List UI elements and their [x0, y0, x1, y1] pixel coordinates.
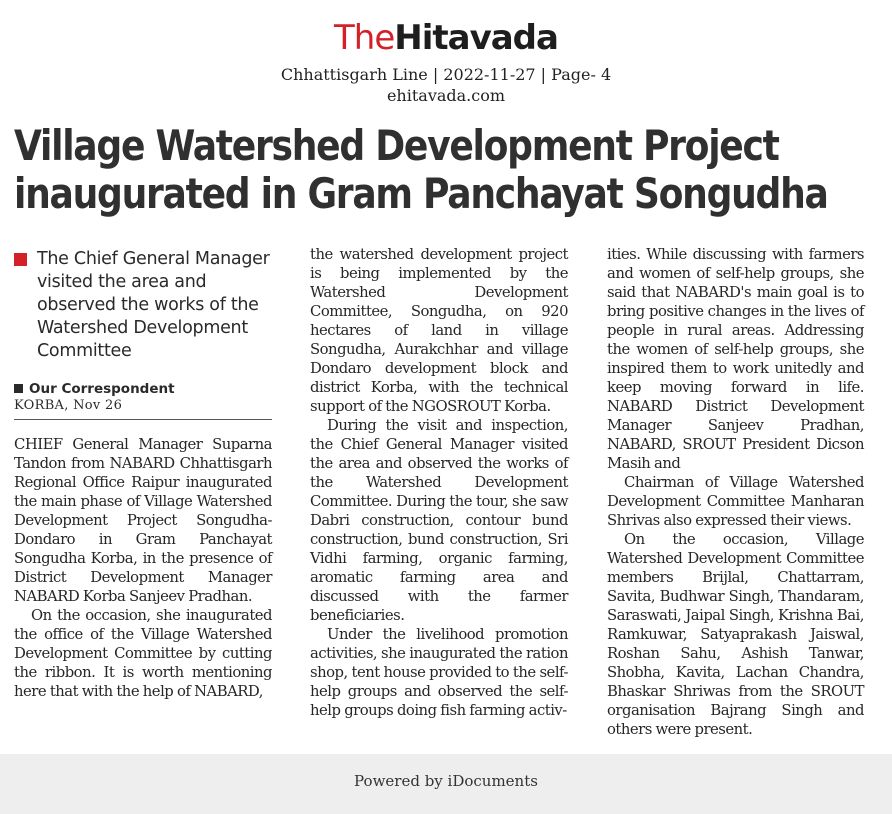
site-link[interactable]: ehitavada.com [386, 86, 506, 105]
logo-the: The [334, 18, 395, 58]
powered-by-text: Powered by iDocuments [354, 772, 538, 790]
article-column-3 [607, 245, 864, 739]
paragraph: ities. While discussing with farmers and women of self-help groups, she said that NABARD's main goal is to bring positive changes in the lives of people in rural areas. Addressing the women of self-help groups, she inspired them to work unitedly and keep moving forward in life. NABARD District Development Manager Sanjeev Pradhan, NABARD, SROUT President Dicson Masih and [607, 246, 864, 472]
headline-line-2: inaugurated in Gram Panchayat Songudha [14, 169, 828, 218]
paragraph: CHIEF General Manager Suparna Tandon from NABARD Chhattisgarh Regional Office Raipur inaugurated the main phase of Village Watershed Development Project Songudha-Dondaro in Gram Panchayat Songudha Korba, in the presence of District Development Manager NABARD Korba Sanjeev Pradhan. [14, 436, 272, 605]
edition-dateline: Chhattisgarh Line | 2022-11-27 | Page- 4 [280, 65, 612, 84]
paragraph: During the visit and inspection, the Chief General Manager visited the area and observed the works of the Watershed Development Committee. During the tour, she saw Dabri construction, contour bund construction, bund construction, Sri Vidhi farming, organic farming, aromatic farming area and discussed with the farmer beneficiaries. [310, 417, 568, 624]
publication-logo [0, 18, 892, 58]
byline [14, 378, 274, 397]
article-column-1 [14, 435, 272, 701]
paragraph: Under the livelihood promotion activities, she inaugurated the ration shop, tent house provided to the self-help groups and observed the self-help groups doing fish farming activ- [310, 626, 568, 719]
paragraph: the watershed development project is being implemented by the Watershed Development Committee, Songudha, on 920 hectares of land in village Songudha, Aurakchhar and village Dondaro development block and district Korba, with the technical support of the NGOSROUT Korba. [310, 246, 568, 415]
byline-name: Our Correspondent [29, 381, 175, 397]
subhead-text: The Chief General Manager visited the area and observed the works of the Watershed Development Committee [37, 249, 270, 361]
article-subhead [14, 248, 274, 363]
headline-line-1: Village Watershed Development Project [14, 121, 779, 170]
logo-hitavada: Hitavada [394, 18, 558, 58]
red-square-icon [14, 253, 27, 266]
article-headline [14, 121, 828, 218]
article-column-2 [310, 245, 568, 720]
black-square-icon [14, 384, 23, 393]
paragraph: On the occasion, she inaugurated the office of the Village Watershed Development Committee by cutting the ribbon. It is worth mentioning here that with the help of NABARD, [14, 607, 272, 700]
divider [14, 419, 272, 420]
paragraph: Chairman of Village Watershed Development Committee Manharan Shrivas also expressed their views. [607, 474, 864, 529]
dateline-location: KORBA, Nov 26 [14, 398, 123, 413]
paragraph: On the occasion, Village Watershed Development Committee members Brijlal, Chattarram, Savita, Budhwar Singh, Thandaram, Saraswati, Jaipal Singh, Krishna Bai, Ramkuwar, Satyaprakash Jaiswal, Roshan Sahu, Ashish Tanwar, Shobha, Kavita, Lachan Chandra, Bhaskar Shriwas from the SROUT organisation Bajrang Singh and others were present. [607, 531, 864, 738]
footer-bar [0, 754, 892, 814]
